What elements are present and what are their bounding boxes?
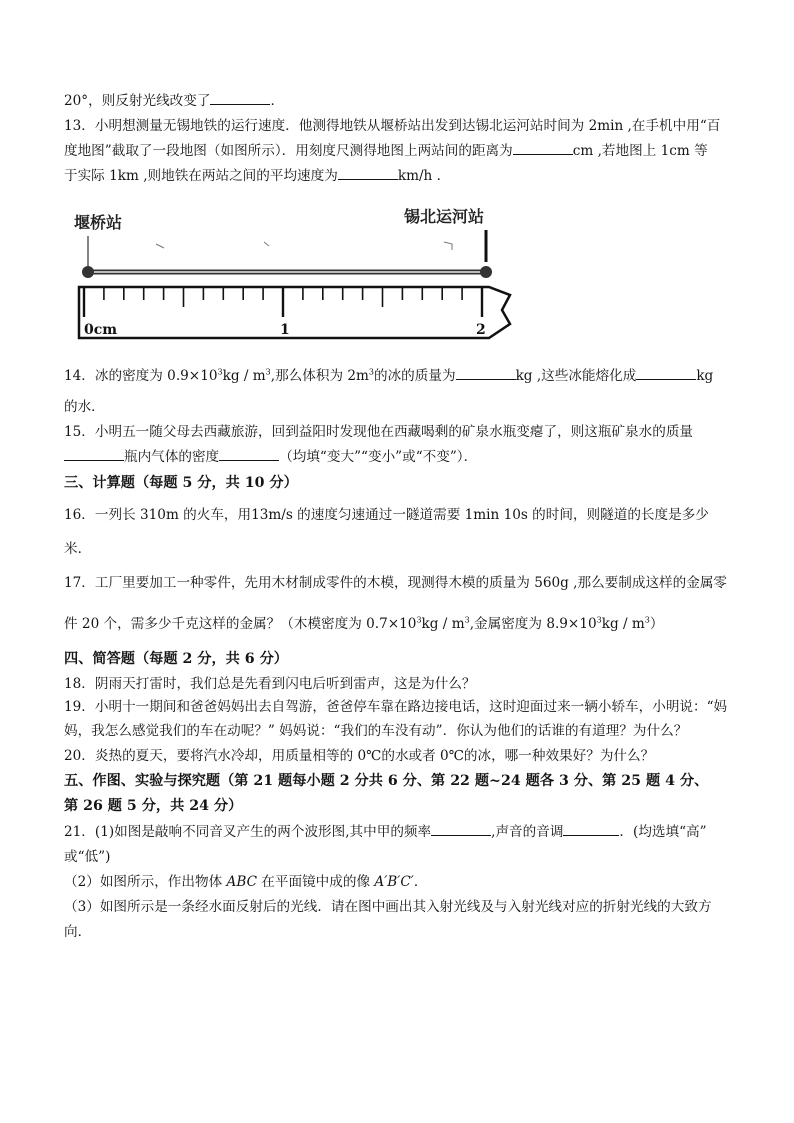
answer-blank[interactable] (64, 448, 124, 461)
q14-exp2: 3 (265, 367, 271, 377)
q21-p2a: （2）如图所示，作出物体 (64, 874, 227, 890)
q20-line: 20．炎热的夏天，要将汽水冷却，用质量相等的 0℃的水或者 0℃的冰，哪一种效果好？为什么？ (64, 748, 655, 764)
q17-2a: 件 20 个，需多少千克这样的金属？（木模密度为 0.7×10 (64, 616, 417, 632)
q15-text-1: 15．小明五一随父母去西藏旅游，回到益阳时发现他在西藏喝剩的矿泉水瓶变瘪了，则这瓶矿泉水的质量 (64, 424, 694, 440)
station-left-label: 堰桥站 (74, 213, 123, 232)
q17-exp2: 3 (464, 615, 470, 625)
q19-line-2: 妈，我怎么感觉我们的车在动呢？” 妈妈说：“我们的车没有动”．你认为他们的话谁的有道理？为什么？ (64, 723, 688, 739)
answer-blank[interactable] (563, 823, 619, 836)
q13-line-2 (64, 142, 744, 160)
q17-exp4: 3 (644, 615, 650, 625)
q21-p2b: ABC (226, 874, 257, 890)
q14-c: ,那么体积为 2m (270, 368, 369, 384)
answer-blank[interactable] (210, 92, 270, 105)
q16-text-2: 米． (64, 541, 92, 557)
q21-part3-line-1: （3）如图所示是一条经水面反射后的光线．请在图中画出其入射光线及与入射光线对应的折射光线的大致方 (64, 899, 712, 915)
q17-2b: kg / m (421, 616, 465, 632)
answer-blank[interactable] (456, 367, 516, 380)
q17-2e: ） (649, 616, 664, 632)
q14-line-1 (64, 367, 744, 385)
q16-line-2 (64, 540, 744, 558)
q14-b: kg / m (222, 368, 266, 384)
station-right-dot (480, 266, 492, 278)
answer-blank[interactable] (513, 142, 573, 155)
answer-blank[interactable] (219, 448, 279, 461)
map-ruler-figure (64, 200, 534, 350)
q17-exp1: 3 (416, 615, 422, 625)
answer-blank[interactable] (431, 823, 491, 836)
answer-blank[interactable] (338, 167, 398, 180)
q15-text-2a: 瓶内气体的密度 (124, 449, 220, 465)
q19-line-1: 19．小明十一期间和爸爸妈妈出去自驾游，爸爸停车靠在路边接电话，这时迎面过来一辆小轿车，小明说：“妈 (64, 699, 728, 715)
q13-line-3 (64, 167, 744, 185)
q14-exp1: 3 (217, 367, 223, 377)
q13-line-1 (64, 117, 744, 135)
q14-line-2 (64, 398, 744, 416)
q13-text-3a: 于实际 1km ,则地铁在两站之间的平均速度为 (64, 168, 338, 184)
q21-part3-line-2: 向． (64, 924, 92, 940)
q12-tail (64, 92, 744, 110)
q21-p2c: 在平面镜中成的像 (256, 874, 375, 890)
q21-p1b: ,声音的音调 (491, 824, 564, 840)
q15-text-2b: （均填“变大”“变小”或“不变”）． (279, 449, 478, 465)
map-marks (156, 242, 452, 250)
q14-exp3: 3 (368, 367, 374, 377)
q14-f: kg (696, 368, 714, 384)
q16-text-1: 16．一列长 310m 的火车，用13m/s 的速度匀速通过一隧道需要 1min 10s 的时间，则隧道的长度是多少 (64, 507, 709, 523)
q21-part2-line (64, 873, 744, 891)
q17-exp3: 3 (596, 615, 602, 625)
q12-text: 20°，则反射光线改变了 (64, 93, 211, 109)
q17-2c: ,金属密度为 8.9×10 (469, 616, 597, 632)
q17-line-2 (64, 615, 744, 633)
q17-2d: kg / m (601, 616, 645, 632)
q17-text-1: 17．工厂里要加工一种零件，先用木材制成零件的木模，现测得木模的质量为 560g ,那么要制成这样的金属零 (64, 575, 728, 591)
q13-text-2b: cm ,若地图上 1cm 等 (572, 143, 708, 159)
q16-line-1 (64, 506, 744, 524)
section-4-heading: 四、简答题（每题 2 分，共 6 分） (64, 651, 288, 667)
section-5-heading-1: 五、作图、实验与探究题（第 21 题每小题 2 分共 6 分、第 22 题~24 题各 3 分、第 25 题 4 分、 (64, 773, 709, 789)
q15-line-2 (64, 448, 744, 466)
q15-line-1 (64, 423, 744, 441)
station-left-dot (82, 266, 94, 278)
q14-d: 的冰的质量为 (374, 368, 456, 384)
q21-p2d: A′B′C′ (374, 874, 414, 890)
q13-text-3b: km/h ． (397, 168, 451, 184)
q21-part1-line-1 (64, 823, 744, 841)
section-3-heading: 三、计算题（每题 5 分，共 10 分） (64, 475, 298, 491)
answer-blank[interactable] (636, 367, 696, 380)
q13-text-1: 13．小明想测量无锡地铁的运行速度．他测得地铁从堰桥站出发到达锡北运河站时间为 2min ,在手机中用“百 (64, 118, 721, 134)
q18-line: 18．阴雨天打雷时，我们总是先看到闪电后听到雷声，这是为什么？ (64, 676, 476, 692)
q21-part1-line-2: 或“低”) (64, 849, 111, 865)
q14-e: kg ,这些冰能熔化成 (515, 368, 637, 384)
station-right-label: 锡北运河站 (404, 207, 485, 226)
q13-text-2a: 度地图”截取了一段地图（如图所示）．用刻度尺测得地图上两站间的距离为 (64, 143, 513, 159)
q21-p1c: ．(均选填“高” (619, 824, 707, 840)
q21-p1a: 21．(1)如图是敲响不同音叉产生的两个波形图,其中甲的频率 (64, 824, 432, 840)
ruler-label-two: 2 (476, 322, 486, 338)
q14-a: 14．冰的密度为 0.9×10 (64, 368, 218, 384)
ruler-label-one: 1 (280, 322, 290, 338)
q14-text-2: 的水． (64, 399, 105, 415)
ruler-label-zero: 0cm (84, 322, 118, 338)
q17-line-1 (64, 574, 744, 592)
q12-end: ． (270, 93, 285, 109)
section-5-heading-2: 第 26 题 5 分，共 24 分） (64, 798, 243, 814)
q21-p2e: ． (413, 874, 428, 890)
